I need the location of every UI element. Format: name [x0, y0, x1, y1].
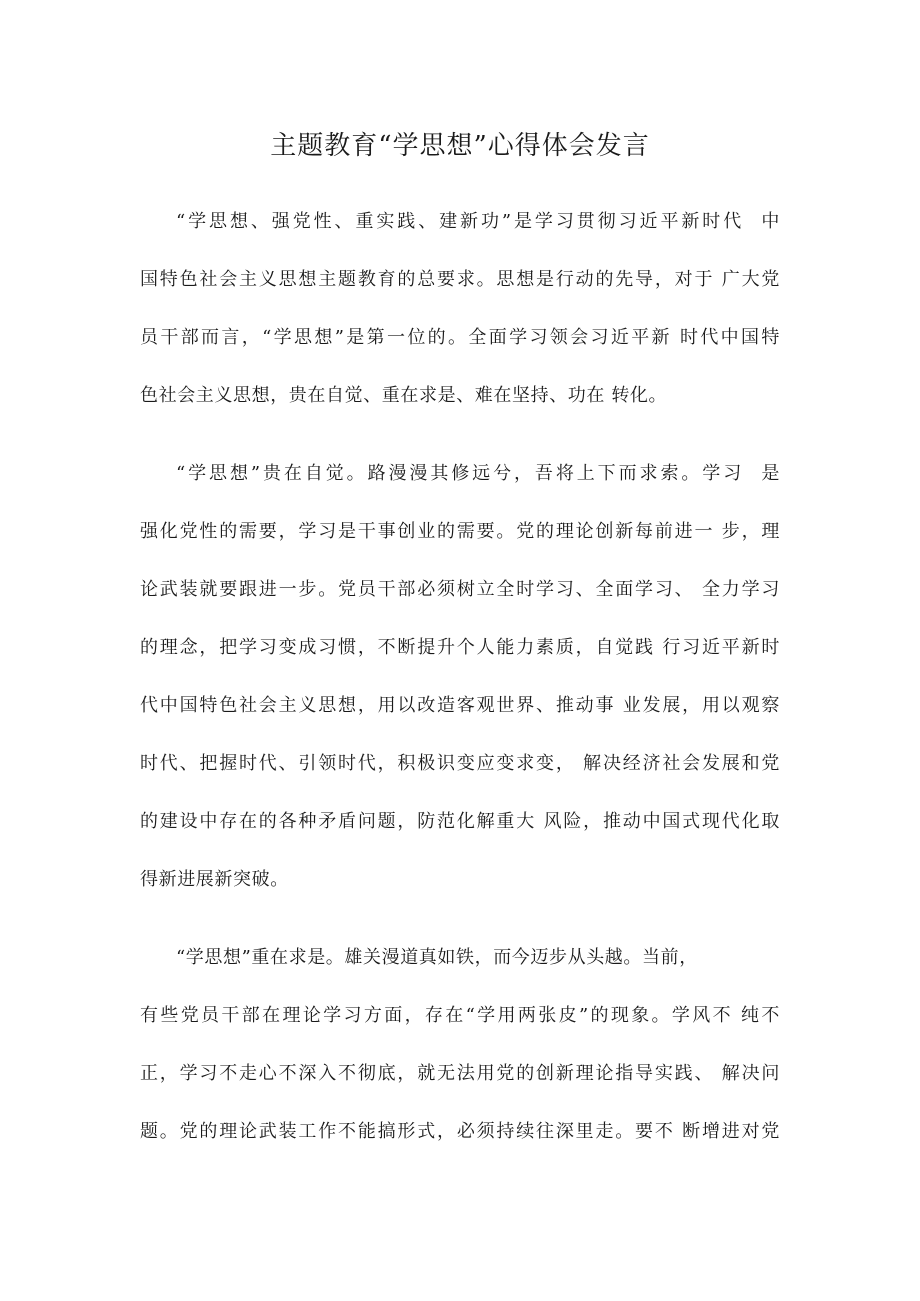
- paragraph-2-line-2: 强化党性的需要，学习是干事创业的需要。党的理论创新每前进一 步，理: [140, 521, 780, 542]
- paragraph-2-line-1: “学思想”贵在自觉。路漫漫其修远兮，吾将上下而求索。学习 是: [176, 463, 780, 484]
- paragraph-1-line-2: 国特色社会主义思想主题教育的总要求。思想是行动的先导，对于 广大党: [140, 269, 780, 290]
- paragraph-3-line-4: 题。党的理论武装工作不能搞形式，必须持续往深里走。要不 断增进对党: [140, 1121, 780, 1142]
- paragraph-1-line-1: “学思想、强党性、重实践、建新功”是学习贯彻习近平新时代 中: [176, 211, 780, 232]
- paragraph-2-line-7: 的建设中存在的各种矛盾问题，防范化解重大 风险，推动中国式现代化取: [140, 811, 780, 832]
- paragraph-2-line-5: 代中国特色社会主义思想，用以改造客观世界、推动事 业发展，用以观察: [140, 695, 780, 716]
- paragraph-2-line-8: 得新进展新突破。: [140, 869, 289, 890]
- paragraph-1-line-4: 色社会主义思想，贵在自觉、重在求是、难在坚持、功在 转化。: [140, 385, 668, 406]
- document-title: 主题教育“学思想”心得体会发言: [270, 131, 650, 161]
- paragraph-3-line-1: “学思想”重在求是。雄关漫道真如铁，而今迈步从头越。当前，: [176, 947, 698, 968]
- paragraph-3-line-2: 有些党员干部在理论学习方面，存在“学用两张皮”的现象。学风不 纯不: [140, 1005, 780, 1026]
- paragraph-1-line-3: 员干部而言，“学思想”是第一位的。全面学习领会习近平新 时代中国特: [140, 327, 780, 348]
- paragraph-2-line-3: 论武装就要跟进一步。党员干部必须树立全时学习、全面学习、 全力学习: [140, 579, 780, 600]
- paragraph-2-line-6: 时代、把握时代、引领时代，积极识变应变求变， 解决经济社会发展和党: [140, 753, 780, 774]
- paragraph-2-line-4: 的理念，把学习变成习惯，不断提升个人能力素质，自觉践 行习近平新时: [140, 637, 780, 658]
- paragraph-3-line-3: 正，学习不走心不深入不彻底，就无法用党的创新理论指导实践、 解决问: [140, 1063, 780, 1084]
